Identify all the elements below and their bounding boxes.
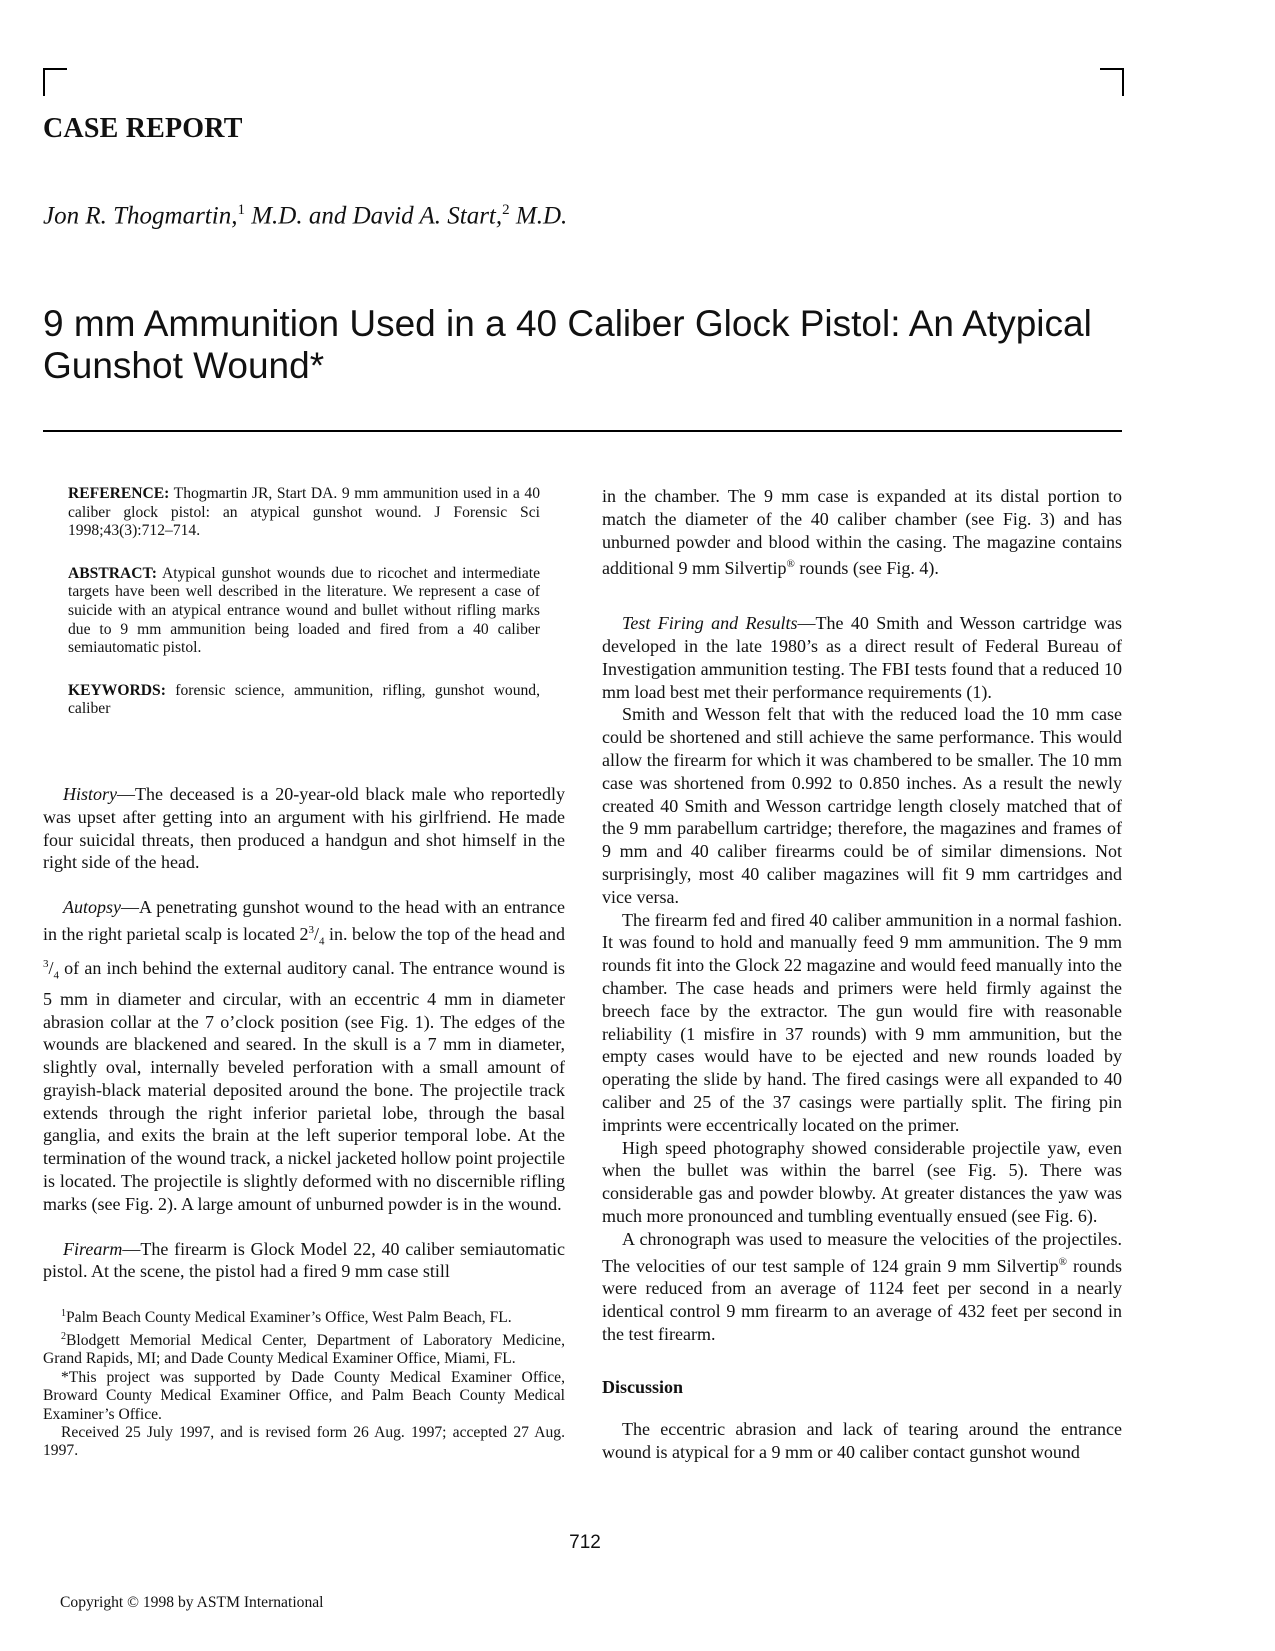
author-degree: M.D. <box>509 202 568 230</box>
footnote-2-text: Blodgett Memorial Medical Center, Department of Laboratory Medicine, Grand Rapids, MI; and Dade County Medical Examiner Office, Miami, FL. <box>43 1332 565 1368</box>
chronograph-paragraph <box>602 1228 1122 1346</box>
history-paragraph <box>43 783 565 874</box>
crop-mark-top-right <box>1100 68 1124 96</box>
autopsy-text-c: of an inch behind the external auditory canal. The entrance wound is 5 mm in diameter and circular, with an eccentric 4 mm in diameter abrasion collar at the 7 o’clock position (see Fig. 1). The edges of the wounds are blackened and seared. In the skull is a 7 mm in diameter, slightly oval, internally beveled perforation with a small amount of grayish-black material deposited around the bone. The projectile track extends through the right inferior parietal lobe, through the basal ganglia, and exits the brain at the left superior temporal lobe. At the termination of the wound track, a nickel jacketed hollow point projectile is located. The projectile is slightly deformed with no discernible rifling marks (see Fig. 2). A large amount of unburned powder is in the wound. <box>43 958 565 1214</box>
discussion-heading: Discussion <box>602 1376 684 1397</box>
crop-mark-top-left <box>43 68 67 96</box>
footnotes <box>43 1305 565 1461</box>
paper-title: 9 mm Ammunition Used in a 40 Caliber Glock Pistol: An Atypical Gunshot Wound* <box>43 302 1092 386</box>
author-line <box>43 202 567 230</box>
author-2: M.D. and David A. Start, <box>244 202 503 230</box>
reference-text: Thogmartin JR, Start DA. 9 mm ammunition used in a 40 caliber glock pistol: an atypical gunshot wound. J Forensic Sci 1998;43(3):712–714. <box>68 485 540 540</box>
copyright-notice: Copyright © 1998 by ASTM International <box>60 1594 324 1611</box>
history-text: —The deceased is a 20-year-old black male who reportedly was upset after getting into an argument with his girlfriend. He made four suicidal threats, then produced a handgun and shot himself in the right side of the head. <box>43 783 565 873</box>
firearm-heading: Firearm <box>63 1238 123 1259</box>
fraction-1-denominator: 4 <box>319 935 325 948</box>
test-firing-paragraph <box>602 612 1122 703</box>
page-number: 712 <box>569 1532 601 1553</box>
footnote-2-mark: 2 <box>61 1330 66 1342</box>
keywords-block <box>68 682 540 719</box>
history-heading: History <box>63 783 117 804</box>
discussion-paragraph: The eccentric abrasion and lack of tearing around the entrance wound is atypical for a 9 mm or 40 caliber contact gunshot wound <box>602 1419 1122 1463</box>
autopsy-paragraph: Autopsy—A penetrating gunshot wound to the head with an entrance in the right parietal scalp is located $2^3/_4$ in. below the top of the head and $^3/_4$ of an inch behind the external auditory canal. The entrance wound is 5 mm in diameter and circular, with an eccentric 4 mm in diameter abrasion collar at the 7 o’clock position (see Fig. 1). The edges of the wounds are blackened and seared. In the skull is a 7 mm in diameter, slightly oval, internally beveled perforation with a small amount of grayish-black material deposited around the bone. The projectile track extends through the right inferior parietal lobe, through the basal ganglia, and exits the brain at the left superior temporal lobe. At the termination of the wound track, a nickel jacketed hollow point projectile is located. The projectile is slightly deformed with no discernible rifling marks (see Fig. 2). A large amount of unburned powder is in the wound. <box>43 897 566 1214</box>
footnote-funding: *This project was supported by Dade County Medical Examiner Office, Broward County Medical Examiner Office, and Palm Beach County Medical Examiner’s Office. <box>43 1368 565 1423</box>
chronograph-text-a: A chronograph was used to measure the velocities of the projectiles. The velocities of our test sample of 124 grain 9 mm Silvertip <box>602 1228 1122 1276</box>
abstract-label: ABSTRACT: <box>68 564 157 582</box>
chamber-text-a: in the chamber. The 9 mm case is expanded at its distal portion to match the diameter of the 40 caliber chamber (see Fig. 3) and has unburned powder and blood within the casing. The magazine contains additional 9 mm Silvertip <box>602 486 1122 579</box>
footnote-1-text: Palm Beach County Medical Examiner’s Office, West Palm Beach, FL. <box>66 1309 512 1327</box>
autopsy-text-b: in. below the top of the head and <box>324 923 566 944</box>
test-firing-text: —The 40 Smith and Wesson cartridge was developed in the late 1980’s as a direct result of Federal Bureau of Investigation ammunition testing. The FBI tests found that a reduced 10 mm load best met their performance requirements (1). <box>602 613 1122 702</box>
chronograph-text-b: rounds were reduced from an average of 1124 feet per second in a nearly identical control 9 mm firearm to an average of 432 feet per second in the test firearm. <box>602 1255 1122 1344</box>
left-column <box>43 485 565 1461</box>
fraction-1-numerator: 3 <box>308 923 314 936</box>
abstract-block <box>68 565 540 658</box>
reference-label: REFERENCE: <box>68 485 170 502</box>
footnote-received: Received 25 July 1997, and is revised form 26 Aug. 1997; accepted 27 Aug. 1997. <box>43 1424 565 1460</box>
front-matter <box>68 485 540 719</box>
author-1-affiliation-mark: 1 <box>237 202 245 218</box>
chamber-text-b: rounds (see Fig. 4). <box>794 558 939 579</box>
abstract-text: Atypical gunshot wounds due to ricochet and intermediate targets have been well described in the literature. We represent a case of suicide with an atypical entrance wound and bullet without rifling marks due to 9 mm ammunition being loaded and fired from a 40 caliber semiautomatic pistol. <box>68 564 540 657</box>
fraction-2-denominator: 4 <box>53 969 60 982</box>
keywords-text: forensic science, ammunition, rifling, gunshot wound, caliber <box>68 681 540 718</box>
right-column <box>602 485 1122 1464</box>
author-2-affiliation-mark: 2 <box>502 202 510 218</box>
footnote-1-mark: 1 <box>61 1308 66 1320</box>
author-1: Jon R. Thogmartin, <box>43 202 238 230</box>
photography-paragraph: High speed photography showed considerable projectile yaw, even when the bullet was within the barrel (see Fig. 5). There was considerable gas and powder blowby. At greater distances the yaw was much more pronounced and tumbling eventually ensued (see Fig. 6). <box>602 1137 1122 1226</box>
test-firing-heading: Test Firing and Results <box>622 613 798 634</box>
reference-block <box>68 485 540 541</box>
fraction-2-numerator: 3 <box>43 958 49 971</box>
autopsy-text-a: —A penetrating gunshot wound to the head with an entrance in the right parietal scalp is located 2 <box>43 897 565 944</box>
smith-wesson-paragraph: Smith and Wesson felt that with the reduced load the 10 mm case could be shortened and still achieve the same performance. This would allow the firearm for which it was chambered to be smaller. The 10 mm case was shortened from 0.992 to 0.850 inches. As a result the newly created 40 Smith and Wesson cartridge length closely matched that of the 9 mm parabellum cartridge; therefore, the magazines and frames of 9 mm and 40 caliber firearms could be of similar dimensions. Not surprisingly, most 40 caliber magazines will fit 9 mm cartridges and vice versa. <box>602 704 1122 907</box>
firearm-paragraph <box>43 1238 565 1284</box>
registered-mark: ® <box>786 558 795 571</box>
feeding-paragraph: The firearm fed and fired 40 caliber ammunition in a normal fashion. It was found to hold and manually feed 9 mm ammunition. The 9 mm rounds fit into the Glock 22 magazine and would feed manually into the chamber. The case heads and primers were held firmly against the breech face by the extractor. The gun would fire with reasonable reliability (1 misfire in 37 rounds) with 9 mm ammunition, but the empty cases would have to be ejected and new rounds loaded by operating the slide by hand. The fired casings were all expanded to 40 caliber and 25 of the 37 casings were partially split. The firing pin imprints were eccentrically located on the primer. <box>602 909 1122 1135</box>
firearm-text: —The firearm is Glock Model 22, 40 caliber semiautomatic pistol. At the scene, the pistol had a fired 9 mm case still <box>43 1238 565 1282</box>
title-divider <box>43 430 1122 432</box>
chamber-paragraph <box>602 485 1122 580</box>
footnote-1 <box>43 1305 565 1328</box>
left-body-text <box>43 783 565 1283</box>
footnote-2 <box>43 1328 565 1369</box>
registered-mark-2: ® <box>1058 1255 1067 1268</box>
autopsy-heading: Autopsy <box>63 897 121 918</box>
section-label: CASE REPORT <box>43 113 243 144</box>
keywords-label: KEYWORDS: <box>68 681 166 699</box>
